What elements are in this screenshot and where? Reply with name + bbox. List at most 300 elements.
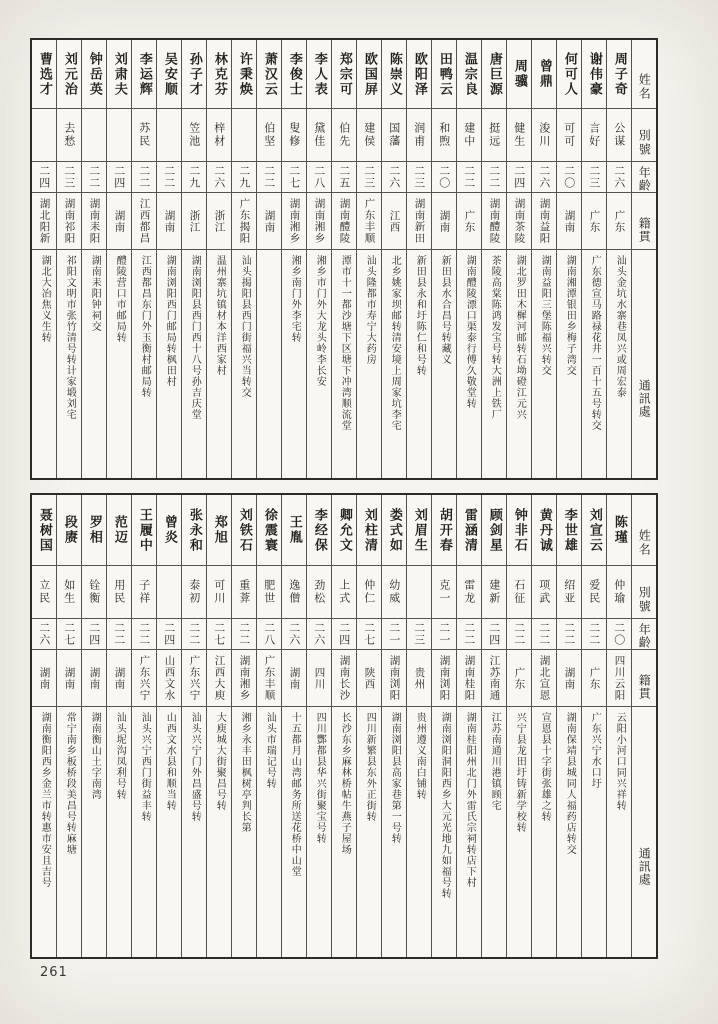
person-alias: 公谋	[612, 122, 626, 148]
person-name-cell	[107, 40, 131, 109]
person-native-cell	[532, 650, 556, 707]
person-alias-cell	[57, 566, 81, 619]
person-alias-cell	[482, 109, 506, 162]
register-tables	[30, 38, 658, 959]
person-native-cell	[557, 650, 581, 707]
person-alias-cell	[82, 109, 106, 162]
person-age-cell	[232, 162, 256, 193]
person-native: 浙江	[213, 209, 226, 233]
header-alias-label: 別號	[637, 129, 652, 157]
person-alias: 叟修	[287, 122, 301, 148]
person-age: 二二	[237, 622, 251, 646]
person-name: 田鸭云	[436, 51, 452, 97]
person-address-cell	[507, 250, 531, 478]
person-native-cell	[357, 193, 381, 250]
person-native-cell	[57, 193, 81, 250]
person-name-cell	[557, 40, 581, 109]
person-age: 二八	[312, 165, 326, 189]
person-age: 二二	[462, 622, 476, 646]
person-address-cell	[157, 250, 181, 478]
person-address-cell	[132, 250, 156, 478]
person-age: 二二	[462, 165, 476, 189]
person-name-cell	[207, 40, 231, 109]
person-native: 广东	[588, 666, 601, 690]
person-column	[331, 495, 356, 957]
person-address-cell	[107, 250, 131, 478]
person-name: 钟岳英	[86, 51, 102, 97]
person-native: 广东丰顺	[263, 655, 276, 701]
person-column	[32, 495, 56, 957]
person-alias: 去愁	[62, 122, 76, 148]
person-address-cell	[557, 250, 581, 478]
person-column	[581, 495, 606, 957]
person-native: 江西都昌	[138, 198, 151, 244]
person-age-cell	[157, 162, 181, 193]
person-native: 广东	[513, 666, 526, 690]
person-address-cell	[432, 250, 456, 478]
person-native-cell	[82, 193, 106, 250]
person-native-cell	[357, 650, 381, 707]
person-name-cell	[57, 40, 81, 109]
person-column	[181, 495, 206, 957]
person-age-cell	[382, 162, 406, 193]
person-address: 北乡姚家坝邮转清安境上周家坑李宅	[389, 255, 401, 431]
person-address: 湖南耒阳钟祠交	[89, 255, 101, 332]
person-native: 湖南耒阳	[88, 198, 101, 244]
person-alias: 克一	[437, 579, 451, 605]
person-address: 汕头隆都市寿宁大药房	[364, 255, 376, 365]
person-age-cell	[57, 619, 81, 650]
person-address: 湘乡永丰田枫树亭判长第	[239, 712, 251, 833]
person-age-cell	[507, 619, 531, 650]
person-address: 湖北罗田木樨河邮转石坳磴江元兴	[514, 255, 526, 420]
person-alias: 立民	[37, 579, 51, 605]
person-address: 兴宁县龙田圩铸新学校转	[514, 712, 526, 833]
person-address-cell	[507, 707, 531, 957]
person-native-cell	[607, 193, 631, 250]
register-table-bottom	[30, 493, 658, 959]
person-age-cell	[332, 619, 356, 650]
person-native: 湖北阳新	[38, 198, 51, 244]
person-name-cell	[307, 40, 331, 109]
person-name: 李经保	[311, 507, 327, 553]
person-alias: 劲松	[312, 579, 326, 605]
person-column	[556, 495, 581, 957]
person-column	[381, 40, 406, 478]
person-alias-cell	[482, 566, 506, 619]
person-age-cell	[257, 619, 281, 650]
person-column	[256, 495, 281, 957]
person-age-cell	[482, 619, 506, 650]
person-native: 湖南桂阳	[463, 655, 476, 701]
person-address-cell	[257, 250, 281, 478]
person-alias-cell	[557, 566, 581, 619]
person-name: 娄式如	[386, 507, 402, 553]
person-alias-cell	[107, 566, 131, 619]
person-age: 二三	[412, 165, 426, 189]
person-column	[156, 40, 181, 478]
person-alias-cell	[532, 566, 556, 619]
person-age: 二三	[362, 165, 376, 189]
person-column	[206, 40, 231, 478]
header-cell-native	[632, 650, 656, 707]
person-age: 二三	[587, 165, 601, 189]
person-name-cell	[407, 40, 431, 109]
person-name: 唐巨源	[486, 51, 502, 97]
person-address: 汕头市瑞记号转	[264, 712, 276, 789]
person-native: 湖南益阳	[538, 198, 551, 244]
person-alias-cell	[207, 566, 231, 619]
person-native: 湖南浏阳	[438, 655, 451, 701]
person-native: 湖南	[63, 666, 76, 690]
person-address-cell	[107, 707, 131, 957]
person-age-cell	[107, 619, 131, 650]
person-alias-cell	[57, 109, 81, 162]
person-name: 温宗良	[461, 51, 477, 97]
person-alias-cell	[282, 109, 306, 162]
person-age-cell	[432, 162, 456, 193]
person-name: 吴安顺	[161, 51, 177, 97]
person-column	[106, 40, 131, 478]
person-age-cell	[607, 162, 631, 193]
person-age: 二六	[287, 622, 301, 646]
person-address-cell	[332, 250, 356, 478]
person-alias: 建侯	[362, 122, 376, 148]
person-name: 刘柱清	[361, 507, 377, 553]
person-native: 广东兴宁	[138, 655, 151, 701]
person-address-cell	[32, 250, 56, 478]
person-address-cell	[57, 250, 81, 478]
person-name: 钟非石	[511, 507, 527, 553]
person-age: 二六	[37, 622, 51, 646]
person-age-cell	[332, 162, 356, 193]
person-address: 江苏南通川港镇顾宅	[489, 712, 501, 811]
person-address: 湖南醴陵漂口渠泰行傅久敬堂转	[464, 255, 476, 409]
person-age: 二二	[137, 165, 151, 189]
person-name: 李世雄	[561, 507, 577, 553]
person-native-cell	[332, 650, 356, 707]
person-alias-cell	[382, 109, 406, 162]
person-address: 常宁南乡板桥段美昌号转麻塘	[64, 712, 76, 855]
person-address: 汕头坭沟凤利号转	[114, 712, 126, 800]
person-age-cell	[282, 162, 306, 193]
person-age: 二二	[137, 622, 151, 646]
person-age-cell	[482, 162, 506, 193]
person-address-cell	[207, 250, 231, 478]
person-name-cell	[482, 40, 506, 109]
person-native-cell	[432, 193, 456, 250]
person-address-cell	[457, 250, 481, 478]
person-native: 广东	[588, 209, 601, 233]
header-name-label: 姓名	[637, 73, 652, 101]
person-native-cell	[282, 650, 306, 707]
header-column	[631, 40, 656, 478]
person-column	[456, 495, 481, 957]
person-age: 二九	[187, 165, 201, 189]
person-name-cell	[557, 495, 581, 566]
person-name-cell	[82, 495, 106, 566]
person-age: 二五	[337, 165, 351, 189]
person-alias-cell	[232, 109, 256, 162]
person-age: 二四	[337, 622, 351, 646]
person-address: 大庾城大街聚昌号转	[214, 712, 226, 811]
person-alias: 笠池	[187, 122, 201, 148]
person-alias: 逸僧	[287, 579, 301, 605]
person-alias: 苏民	[137, 122, 151, 148]
person-address: 江西都昌东门外玉衡村邮局转	[139, 255, 151, 398]
person-name: 黄丹诚	[536, 507, 552, 553]
person-name: 顾剑星	[486, 507, 502, 553]
person-address: 汕头兴宁西门街益丰转	[139, 712, 151, 822]
person-name-cell	[82, 40, 106, 109]
person-address: 祁阳文明市张竹清号转计家塅刘宅	[64, 255, 76, 420]
person-name: 孙子才	[186, 51, 202, 97]
person-address-cell	[382, 707, 406, 957]
person-native: 广东	[463, 209, 476, 233]
person-alias-cell	[182, 566, 206, 619]
person-native: 广东揭阳	[238, 198, 251, 244]
person-column	[231, 495, 256, 957]
person-alias: 建中	[462, 122, 476, 148]
person-alias: 用民	[112, 579, 126, 605]
person-native-cell	[232, 650, 256, 707]
header-address-label: 通訊處	[637, 846, 652, 886]
person-address: 湖南保靖县城同人福药店转交	[564, 712, 576, 855]
person-alias: 肥世	[262, 579, 276, 605]
person-native: 湖南	[563, 666, 576, 690]
person-alias: 幼威	[387, 579, 401, 605]
person-address: 十五都月山湾邮务所送花桥中山堂	[289, 712, 301, 877]
person-column	[506, 495, 531, 957]
person-column	[331, 40, 356, 478]
header-cell-alias	[632, 109, 656, 162]
person-address: 四川新繁县东外正街转	[364, 712, 376, 822]
person-alias: 梓材	[212, 122, 226, 148]
header-native-label: 籍貫	[637, 674, 652, 700]
person-column	[56, 495, 81, 957]
person-alias-cell	[332, 566, 356, 619]
person-name: 刘眉生	[411, 507, 427, 553]
person-name-cell	[407, 495, 431, 566]
person-column	[306, 40, 331, 478]
person-column	[531, 40, 556, 478]
person-alias-cell	[607, 566, 631, 619]
person-address: 贵州遵义南白铺转	[414, 712, 426, 800]
person-name: 罗相	[86, 515, 102, 545]
person-age-cell	[432, 619, 456, 650]
person-name: 李运辉	[136, 51, 152, 97]
person-native-cell	[607, 650, 631, 707]
person-native: 贵州	[413, 666, 426, 690]
person-name: 曹选才	[36, 51, 52, 97]
person-alias: 浚川	[537, 122, 551, 148]
person-native: 广东丰顺	[363, 198, 376, 244]
person-native: 湖南	[263, 209, 276, 233]
person-alias-cell	[582, 109, 606, 162]
header-cell-age	[632, 162, 656, 193]
person-alias-cell	[332, 109, 356, 162]
person-name: 郑旭	[211, 515, 227, 545]
person-alias-cell	[357, 109, 381, 162]
person-native-cell	[157, 193, 181, 250]
person-column	[456, 40, 481, 478]
person-address: 汕头揭阳县西门街福兴当转交	[239, 255, 251, 398]
person-address-cell	[57, 707, 81, 957]
person-address-cell	[357, 707, 381, 957]
person-alias: 仲瑜	[612, 579, 626, 605]
person-native-cell	[32, 650, 56, 707]
person-column	[131, 495, 156, 957]
person-alias-cell	[357, 566, 381, 619]
person-address: 潭市十一都沙塘下区塘下冲湾顺流堂	[339, 255, 351, 431]
person-name-cell	[182, 495, 206, 566]
header-address-label: 通訊處	[637, 378, 652, 418]
person-alias-cell	[432, 566, 456, 619]
person-age-cell	[157, 619, 181, 650]
person-name-cell	[432, 495, 456, 566]
person-address: 新田县水合昌号转藏义	[439, 255, 451, 365]
person-native: 山西文水	[163, 655, 176, 701]
person-name: 周子奇	[611, 51, 627, 97]
person-native: 湖南新田	[413, 198, 426, 244]
person-native: 湖南湘乡	[313, 198, 326, 244]
person-name-cell	[482, 495, 506, 566]
person-address-cell	[307, 250, 331, 478]
person-name: 林克芬	[211, 51, 227, 97]
person-age-cell	[257, 162, 281, 193]
person-age-cell	[182, 619, 206, 650]
person-native: 四川	[313, 666, 326, 690]
person-age: 二四	[487, 622, 501, 646]
person-native-cell	[532, 193, 556, 250]
person-native-cell	[257, 650, 281, 707]
person-age: 二六	[537, 165, 551, 189]
person-age-cell	[557, 162, 581, 193]
person-name: 刘铁石	[236, 507, 252, 553]
person-alias-cell	[307, 109, 331, 162]
person-age: 二二	[162, 165, 176, 189]
person-address-cell	[32, 707, 56, 957]
person-age: 二四	[112, 165, 126, 189]
person-native-cell	[407, 650, 431, 707]
person-address-cell	[357, 250, 381, 478]
person-age-cell	[382, 619, 406, 650]
header-cell-name	[632, 40, 656, 109]
person-native-cell	[132, 650, 156, 707]
person-name-cell	[32, 495, 56, 566]
person-name: 刘宣云	[586, 507, 602, 553]
person-name: 王履中	[136, 507, 152, 553]
person-age-cell	[407, 162, 431, 193]
person-native-cell	[457, 193, 481, 250]
person-age-cell	[407, 619, 431, 650]
person-alias-cell	[382, 566, 406, 619]
person-column	[356, 40, 381, 478]
person-name-cell	[107, 495, 131, 566]
person-age: 二四	[87, 622, 101, 646]
person-native-cell	[182, 650, 206, 707]
person-age: 二二	[262, 165, 276, 189]
person-address: 温州寨坑镇材本洋西家村	[214, 255, 226, 376]
header-cell-alias	[632, 566, 656, 619]
person-native-cell	[282, 193, 306, 250]
person-native-cell	[482, 193, 506, 250]
header-age-label: 年齡	[637, 165, 652, 192]
person-native: 江西大庾	[213, 655, 226, 701]
person-age: 二六	[612, 165, 626, 189]
person-name-cell	[532, 40, 556, 109]
person-age-cell	[507, 162, 531, 193]
person-column	[32, 40, 56, 478]
person-age: 二二	[87, 165, 101, 189]
person-name-cell	[257, 495, 281, 566]
person-address-cell	[582, 250, 606, 478]
person-name: 刘元治	[61, 51, 77, 97]
person-native: 江西	[388, 209, 401, 233]
person-column	[506, 40, 531, 478]
person-name-cell	[207, 495, 231, 566]
person-age: 二四	[37, 165, 51, 189]
person-name-cell	[57, 495, 81, 566]
person-native-cell	[457, 650, 481, 707]
person-name: 欧阳泽	[411, 51, 427, 97]
person-age-cell	[582, 162, 606, 193]
person-age-cell	[57, 162, 81, 193]
person-name-cell	[607, 40, 631, 109]
person-address-cell	[407, 707, 431, 957]
person-address-cell	[132, 707, 156, 957]
person-age: 二四	[162, 622, 176, 646]
person-native-cell	[507, 193, 531, 250]
person-address-cell	[532, 250, 556, 478]
person-address-cell	[257, 707, 281, 957]
person-alias-cell	[607, 109, 631, 162]
person-name-cell	[432, 40, 456, 109]
person-name-cell	[507, 40, 531, 109]
person-alias: 挺远	[487, 122, 501, 148]
person-name: 曾鼎	[536, 59, 552, 89]
person-column	[431, 495, 456, 957]
person-native-cell	[107, 193, 131, 250]
person-native: 湖南醴陵	[338, 198, 351, 244]
person-name: 何可人	[561, 51, 577, 97]
person-age: 二七	[287, 165, 301, 189]
person-alias-cell	[157, 566, 181, 619]
person-age: 二〇	[612, 622, 626, 646]
person-age: 二三	[62, 165, 76, 189]
person-address: 湖南浏阳县高家巷第一号转	[389, 712, 401, 844]
person-column	[306, 495, 331, 957]
person-name-cell	[507, 495, 531, 566]
person-column	[156, 495, 181, 957]
person-age: 二九	[237, 165, 251, 189]
person-alias: 绍亚	[562, 579, 576, 605]
person-name-cell	[307, 495, 331, 566]
person-age-cell	[207, 619, 231, 650]
person-alias: 石征	[512, 579, 526, 605]
person-address: 湖南益阳三堡陈福兴转交	[539, 255, 551, 376]
person-address-cell	[432, 707, 456, 957]
person-age: 二六	[312, 622, 326, 646]
person-address: 宣恩县十字街张雄之转	[539, 712, 551, 822]
person-address-cell	[282, 250, 306, 478]
person-name: 刘肃夫	[111, 51, 127, 97]
person-native: 湖南	[113, 209, 126, 233]
header-cell-native	[632, 193, 656, 250]
person-age: 二二	[187, 622, 201, 646]
person-name-cell	[382, 495, 406, 566]
person-native: 湖南	[38, 666, 51, 690]
